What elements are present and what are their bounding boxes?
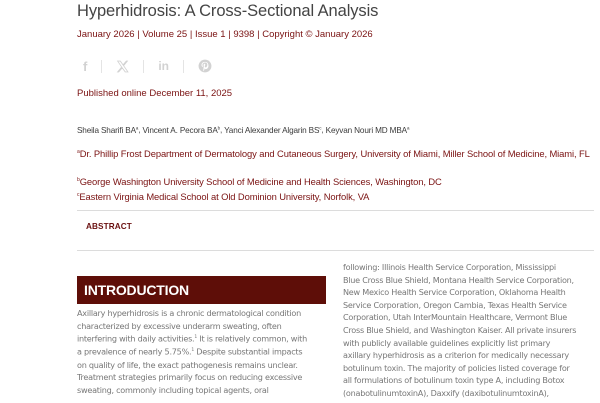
x-twitter-icon[interactable] (116, 60, 129, 73)
text-line: a prevalence of nearly 5.75%.$^1$ Despite substantial impacts (77, 347, 303, 358)
author[interactable]: Vincent A. Pecora $BA^b$ (142, 125, 220, 135)
linkedin-icon[interactable]: in (158, 59, 170, 73)
affiliation-c: $^c$Eastern Virginia Medical School at Old Dominion University, Norfolk, VA (77, 191, 370, 203)
divider (101, 60, 102, 73)
text-line: on quality of life, the exact pathogenesis remains unclear. (77, 359, 298, 370)
author[interactable]: Yanci Alexander Algarin $BS^c$ (224, 125, 322, 135)
divider (143, 60, 144, 73)
abstract-tab[interactable]: ABSTRACT (86, 222, 132, 231)
introduction-right-column (343, 261, 600, 400)
article-title: Hyperhidrosis: A Cross-Sectional Analysis (77, 2, 379, 20)
facebook-icon[interactable]: f (83, 58, 88, 74)
text-line: New Mexico Health Service Corporation, Oklahoma Health (343, 287, 566, 298)
share-bar (83, 57, 212, 75)
text-line: following: Illinois Health Service Corporation, Mississippi (343, 262, 556, 272)
divider (77, 250, 594, 251)
text-line: Axillary hyperhidrosis is a chronic dermatological condition (77, 308, 301, 318)
introduction-left-column (77, 307, 332, 397)
text-line: all formulations of botulinum toxin type A, including Botox (343, 375, 565, 386)
text-line: interfering with daily activities.$^1$ It is relatively common, with (77, 333, 307, 344)
citation-link[interactable]: 1 (194, 335, 197, 341)
affiliation-a: $^a$Dr. Phillip Frost Department of Dermatology and Cutaneous Surgery, University of Miami, Miller School of Medicine, Miami, FL (77, 148, 590, 160)
text-line: characterized by excessive underarm sweating, often (77, 320, 282, 331)
author-list: Sheila Sharifi $BA^a$, Vincent A. Pecora $BA^b$, Yanci Alexander Algarin $BS^c$, Keyvan Nouri MD MBA$^a$ (77, 125, 410, 135)
author[interactable]: Sheila Sharifi $BA^a$ (77, 125, 139, 135)
text-line: axillary hyperhidrosis as a criterion for medically necessary (343, 350, 569, 361)
text-line: Cross Blue Shield, and Washington Kaiser. All private insurers (343, 324, 577, 335)
pinterest-icon[interactable] (198, 59, 212, 73)
author[interactable]: Keyvan Nouri MD MBA$^a$ (325, 125, 410, 135)
text-line: with publicly available guidelines explicitly list primary (343, 337, 551, 348)
text-line: Service Corporation, Oregon Cambia, Texas Health Service (343, 299, 567, 310)
text-line: Treatment strategies primarily focus on reducing excessive (77, 372, 303, 383)
published-date: Published online December 11, 2025 (77, 88, 233, 99)
introduction-heading: INTRODUCTION (77, 276, 326, 304)
issue-meta-line: January 2026 | Volume 25 | Issue 1 | 9398 | Copyright © January 2026 (77, 29, 373, 40)
text-line: Corporation, Utah InterMountain Healthcare, Vermont Blue (343, 312, 567, 323)
text-line: (onabotulinumtoxinA), Daxxify (daxibotulinumtoxinA), (343, 387, 549, 398)
citation-link[interactable]: 1 (191, 348, 194, 354)
affiliation-b: $^b$George Washington University School of Medicine and Health Sciences, Washington, DC (77, 176, 442, 188)
divider (77, 210, 594, 211)
text-line: Blue Cross Blue Shield, Montana Health Service Corporation, (343, 274, 574, 285)
text-line: botulinum toxin. The majority of policies listed coverage for (343, 362, 570, 373)
divider (183, 60, 184, 73)
text-line: sweating, commonly including topical agents, oral (77, 384, 269, 395)
